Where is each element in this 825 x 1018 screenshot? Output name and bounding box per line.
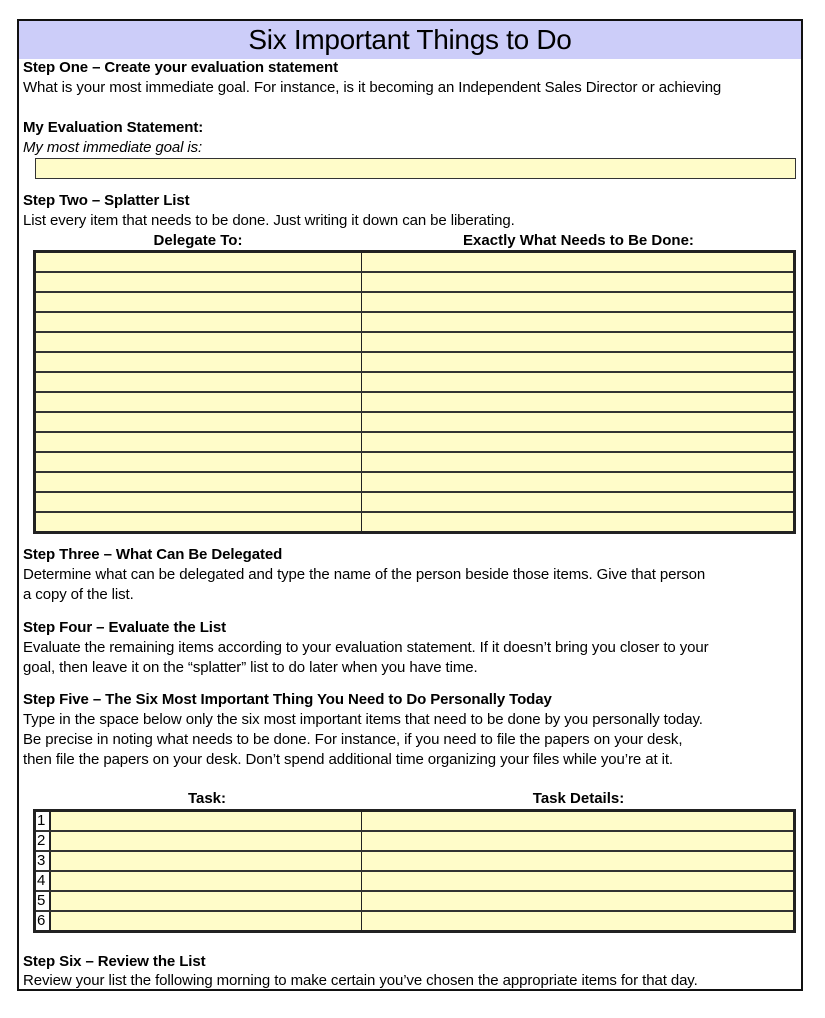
task-cell[interactable] — [362, 333, 793, 351]
table-row — [36, 493, 793, 513]
worksheet-frame — [17, 19, 803, 991]
step-six-heading: Step Six – Review the List — [23, 953, 206, 970]
task-details-cell[interactable] — [362, 872, 793, 890]
row-number: 1 — [36, 812, 51, 830]
table-row — [36, 313, 793, 333]
table-row — [36, 273, 793, 293]
table-row — [36, 912, 793, 930]
step-three-body-line-1: Determine what can be delegated and type the name of the person beside those items. Give that person — [23, 566, 706, 583]
delegate-cell[interactable] — [36, 473, 362, 491]
step-three-heading: Step Three – What Can Be Delegated — [23, 546, 283, 563]
step-two-heading: Step Two – Splatter List — [23, 192, 190, 209]
task-cell[interactable] — [362, 493, 793, 511]
row-number: 2 — [36, 832, 51, 850]
task-cell[interactable] — [362, 373, 793, 391]
row-number: 5 — [36, 892, 51, 910]
table-row — [36, 333, 793, 353]
task-details-cell[interactable] — [362, 812, 793, 830]
task-cell[interactable] — [51, 872, 362, 890]
task-cell[interactable] — [362, 313, 793, 331]
step-six-body: Review your list the following morning to make certain you’ve chosen the appropriate items for that day. — [23, 972, 698, 989]
table-row — [36, 453, 793, 473]
splatter-list-table — [33, 250, 796, 534]
delegate-cell[interactable] — [36, 353, 362, 371]
step-five-body-line-3: then file the papers on your desk. Don’t spend additional time organizing your files while you’re at it. — [23, 751, 673, 768]
step-five-body-line-2: Be precise in noting what needs to be done. For instance, if you need to file the papers on your desk, — [23, 731, 683, 748]
delegate-cell[interactable] — [36, 373, 362, 391]
delegate-cell[interactable] — [36, 293, 362, 311]
table-row — [36, 253, 793, 273]
task-cell[interactable] — [362, 413, 793, 431]
task-cell[interactable] — [51, 832, 362, 850]
row-number: 4 — [36, 872, 51, 890]
task-cell[interactable] — [362, 513, 793, 531]
what-needs-done-header: Exactly What Needs to Be Done: — [463, 232, 694, 249]
table-row — [36, 832, 793, 852]
task-cell[interactable] — [362, 473, 793, 491]
table-row — [36, 293, 793, 313]
delegate-to-header: Delegate To: — [153, 232, 243, 249]
evaluation-prompt: My most immediate goal is: — [23, 139, 203, 156]
task-cell[interactable] — [362, 353, 793, 371]
table-row — [36, 872, 793, 892]
delegate-cell[interactable] — [36, 273, 362, 291]
table-row — [36, 433, 793, 453]
delegate-cell[interactable] — [36, 513, 362, 531]
task-cell[interactable] — [362, 253, 793, 271]
task-cell[interactable] — [51, 892, 362, 910]
table-row — [36, 353, 793, 373]
table-row — [36, 513, 793, 531]
delegate-cell[interactable] — [36, 313, 362, 331]
task-details-cell[interactable] — [362, 892, 793, 910]
task-cell[interactable] — [362, 293, 793, 311]
evaluation-heading: My Evaluation Statement: — [23, 119, 204, 136]
step-five-body-line-1: Type in the space below only the six most important items that need to be done by you personally today. — [23, 711, 703, 728]
task-cell[interactable] — [362, 453, 793, 471]
step-four-body-line-1: Evaluate the remaining items according to your evaluation statement. If it doesn’t bring you closer to your — [23, 639, 709, 656]
step-one-body: What is your most immediate goal. For instance, is it becoming an Independent Sales Director or achieving — [23, 79, 722, 96]
step-four-body-line-2: goal, then leave it on the “splatter” list to do later when you have time. — [23, 659, 478, 676]
table-row — [36, 413, 793, 433]
step-one-heading: Step One – Create your evaluation statement — [23, 59, 338, 76]
delegate-cell[interactable] — [36, 413, 362, 431]
task-details-cell[interactable] — [362, 832, 793, 850]
delegate-cell[interactable] — [36, 453, 362, 471]
task-details-header: Task Details: — [532, 790, 625, 807]
delegate-cell[interactable] — [36, 493, 362, 511]
table-row — [36, 473, 793, 493]
step-three-body-line-2: a copy of the list. — [23, 586, 134, 603]
task-header: Task: — [187, 790, 227, 807]
evaluation-statement-input[interactable] — [35, 158, 796, 179]
task-cell[interactable] — [362, 393, 793, 411]
step-four-heading: Step Four – Evaluate the List — [23, 619, 226, 636]
task-details-cell[interactable] — [362, 912, 793, 930]
delegate-cell[interactable] — [36, 393, 362, 411]
delegate-cell[interactable] — [36, 253, 362, 271]
six-tasks-table — [33, 809, 796, 933]
task-details-cell[interactable] — [362, 852, 793, 870]
delegate-cell[interactable] — [36, 433, 362, 451]
task-cell[interactable] — [51, 912, 362, 930]
table-row — [36, 892, 793, 912]
delegate-cell[interactable] — [36, 333, 362, 351]
table-row — [36, 852, 793, 872]
page-title: Six Important Things to Do — [19, 21, 801, 59]
step-two-body: List every item that needs to be done. Just writing it down can be liberating. — [23, 212, 515, 229]
task-cell[interactable] — [362, 273, 793, 291]
task-cell[interactable] — [362, 433, 793, 451]
table-row — [36, 373, 793, 393]
table-row — [36, 812, 793, 832]
row-number: 6 — [36, 912, 51, 930]
task-cell[interactable] — [51, 812, 362, 830]
row-number: 3 — [36, 852, 51, 870]
task-cell[interactable] — [51, 852, 362, 870]
step-five-heading: Step Five – The Six Most Important Thing You Need to Do Personally Today — [23, 691, 552, 708]
table-row — [36, 393, 793, 413]
